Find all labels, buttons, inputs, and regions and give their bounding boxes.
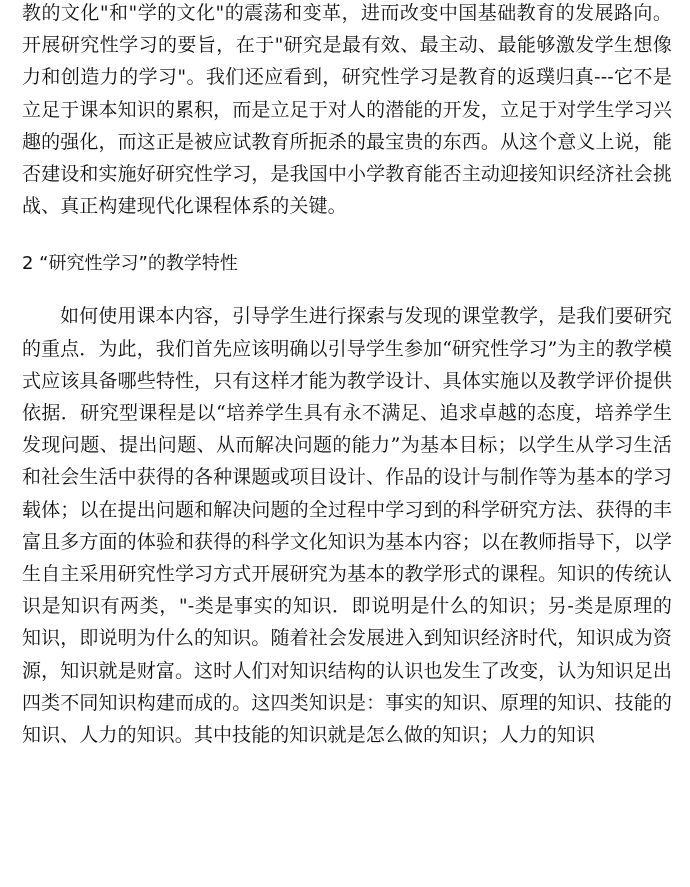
body-paragraph-teaching-features: 如何使用课本内容，引导学生进行探索与发现的课堂教学，是我们要研究的重点．为此，我们首先应该明确以引导学生参加“研究性学习”为主的教学模式应该具备哪些特性，只有这样才能为教学设计、具体实施以及教学评价提供依据．研究型课程是以“培养学生具有永不满足、追求卓越的态度，培养学生发现问题、提出问题、从而解决问题的能力”为基本目标；以学生从学习生活和社会生活中获得的各种课题或项目设计、作品的设计与制作等为基本的学习载体；以在提出问题和解决问题的全过程中学习到的科学研究方法、获得的丰富且多方面的体验和获得的科学文化知识为基本内容；以在教师指导下，以学生自主采用研究性学习方式开展研究为基本的教学形式的课程。知识的传统认识是知识有两类，"-类是事实的知识．即说明是什么的知识；另-类是原理的知识，即说明为什么的知识。随着社会发展进入到知识经济时代，知识成为资源，知识就是财富。这时人们对知识结构的认识也发生了改变，认为知识足出四类不同知识构建而成的。这四类知识是：事实的知识、原理的知识、技能的知识、人力的知识。其中技能的知识就是怎么做的知识；人力的知识 bbox=[22, 305, 672, 747]
heading-spacer bbox=[22, 280, 672, 300]
section-heading: 2 “研究性学习”的教学特性 bbox=[22, 253, 238, 275]
paragraph-spacer bbox=[22, 222, 672, 248]
body-paragraph-intro: 教的文化"和"学的文化"的震荡和变革，进而改变中国基础教育的发展路向。开展研究性学习的要旨，在于"研究是最有效、最主动、最能够激发学生想像力和创造力的学习"。我们还应看到，研究性学习是教育的返璞归真---它不是立足于课本知识的累积，而是立足于对人的潜能的开发，立足于对学生学习兴趣的强化，而这正是被应试教育所扼杀的最宝贵的东西。从这个意义上说，能否建设和实施好研究性学习，是我国中小学教育能否主动迎接知识经济社会挑战、真正构建现代化课程体系的关键。 bbox=[22, 2, 672, 218]
document-page bbox=[22, 0, 672, 751]
